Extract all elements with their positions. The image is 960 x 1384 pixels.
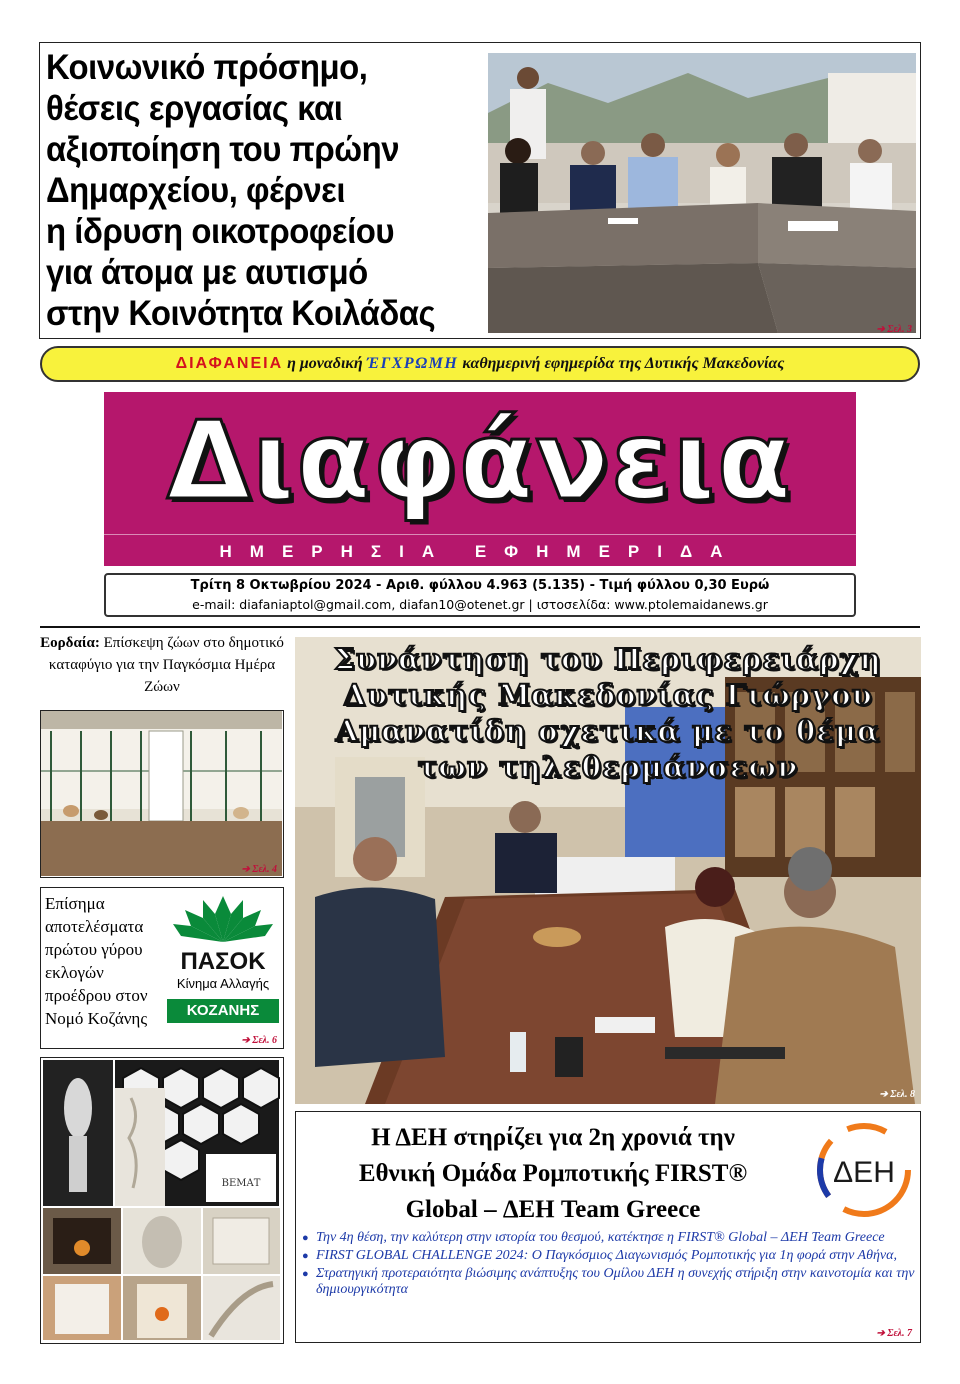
deh-logo [812,1118,916,1222]
newspaper-subtitle: ΗΜΕΡΗΣΙΑ ΕΦΗΜΕΡΙΔΑ [219,542,741,561]
headline-line: θέσεις εργασίας και [46,89,343,128]
deh-logo-icon [812,1118,916,1222]
headline-line: Αμανατίδη σχετικά με το θέμα [335,714,881,748]
page-ref[interactable]: ➔ Σελ. 8 [879,1089,915,1100]
slogan-highlight: ΈΓΧΡΩΜΗ [366,355,459,372]
top-story-headline[interactable] [46,47,460,334]
slogan-banner [40,346,920,382]
slogan-text: καθημερινή εφημερίδα της Δυτικής Μακεδονίας [458,355,785,372]
deh-story[interactable] [295,1111,921,1343]
headline-line: Δυτικής Μακεδονίας Γιώργου [343,678,873,712]
slogan-text: η μοναδική [283,355,367,372]
eordaia-lead: Εορδαία: [40,635,100,651]
top-story[interactable] [39,42,921,339]
eordaia-photo[interactable] [40,710,284,878]
slogan-brand: ΔΙΑΦΑΝΕΙΑ [175,355,284,372]
pasok-region: ΚΟΖΑΝΗΣ [167,999,279,1023]
shelter-photo [41,711,282,876]
issue-info [104,573,856,617]
divider [40,626,920,628]
ad-brand: ΒΕΜΑΤ [221,1178,261,1189]
headline-line: Η ΔΕΗ στηρίζει για 2η χρονιά την [371,1124,735,1151]
headline-line: η ίδρυση οικοτροφείου [46,212,395,251]
deh-logo-text: ΔΕΗ [833,1156,895,1189]
eordaia-text: Επίσκεψη ζώων στο δημοτικό καταφύγιο για την Παγκόσμια Ημέρα Ζώων [48,635,284,695]
advertisement[interactable] [40,1057,284,1344]
headline-line: στην Κοινότητα Κοιλάδας [46,294,436,333]
headline-line: για άτομα με αυτισμό [46,253,368,292]
ad-collage [41,1058,282,1342]
page-ref[interactable]: ➔ Σελ. 7 [876,1328,912,1339]
top-story-photo [488,53,916,333]
headline-line: Δημαρχείου, φέρνει [46,171,346,210]
meeting-headline [295,641,921,785]
newspaper-title: Διαφάνεια [166,399,794,524]
pasok-story[interactable] [40,887,284,1049]
pasok-logo [167,894,279,1026]
headline-line: των τηλεθερμάνσεων [417,750,799,784]
list-item: ● Στρατηγική προτεραιότητα βιώσιμης ανάπτυξης του Ομίλου ΔΕΗ η συνεχής στήριξη στην καινοτομία και την δημιουργικότητα [302,1266,916,1298]
sun-icon [167,894,279,944]
meeting-story[interactable] [295,637,921,1104]
headline-line: Εθνική Ομάδα Ρομποτικής FIRST® [358,1160,748,1187]
page-ref[interactable]: ➔ Σελ. 6 [241,1035,277,1046]
pasok-tagline: Κίνημα Αλλαγής [176,976,270,991]
list-item: ● Την 4η θέση, την καλύτερη στην ιστορία του θεσμού, κατέκτησε η FIRST® Global – ΔΕΗ Team Greece [302,1230,916,1246]
headline-line: Συνάντηση του Περιφερειάρχη [334,642,882,676]
pasok-headline: Επίσημα αποτελέσματα πρώτου γύρου εκλογών προέδρου στον Νομό Κοζάνης [45,894,148,1028]
headline-line: αξιοποίηση του πρώην [46,130,400,169]
deh-bullets [302,1230,916,1300]
issue-contacts[interactable]: e-mail: diafaniaptol@gmail.com, diafan10@otenet.gr | ιστοσελίδα: www.ptolemaidanews.gr [192,597,768,612]
headline-line: Global – ΔΕΗ Team Greece [405,1196,701,1223]
deh-headline [300,1120,806,1228]
list-item: ● FIRST GLOBAL CHALLENGE 2024: Ο Παγκόσμιος Διαγωνισμός Ρομποτικής για 1η φορά στην Αθήνα, [302,1248,916,1264]
page-ref[interactable]: ➔ Σελ. 4 [241,864,277,875]
issue-date-price: Τρίτη 8 Οκτωβρίου 2024 - Αριθ. φύλλου 4.963 (5.135) - Τιμή φύλλου 0,30 Ευρώ [190,578,770,593]
page-ref[interactable]: ➔ Σελ. 3 [876,324,912,335]
headline-line: Κοινωνικό πρόσημο, [46,48,368,87]
pasok-name: ΠΑΣΟΚ [180,948,266,975]
masthead-divider [104,534,856,535]
eordaia-headline[interactable] [40,632,284,698]
masthead [104,392,856,566]
